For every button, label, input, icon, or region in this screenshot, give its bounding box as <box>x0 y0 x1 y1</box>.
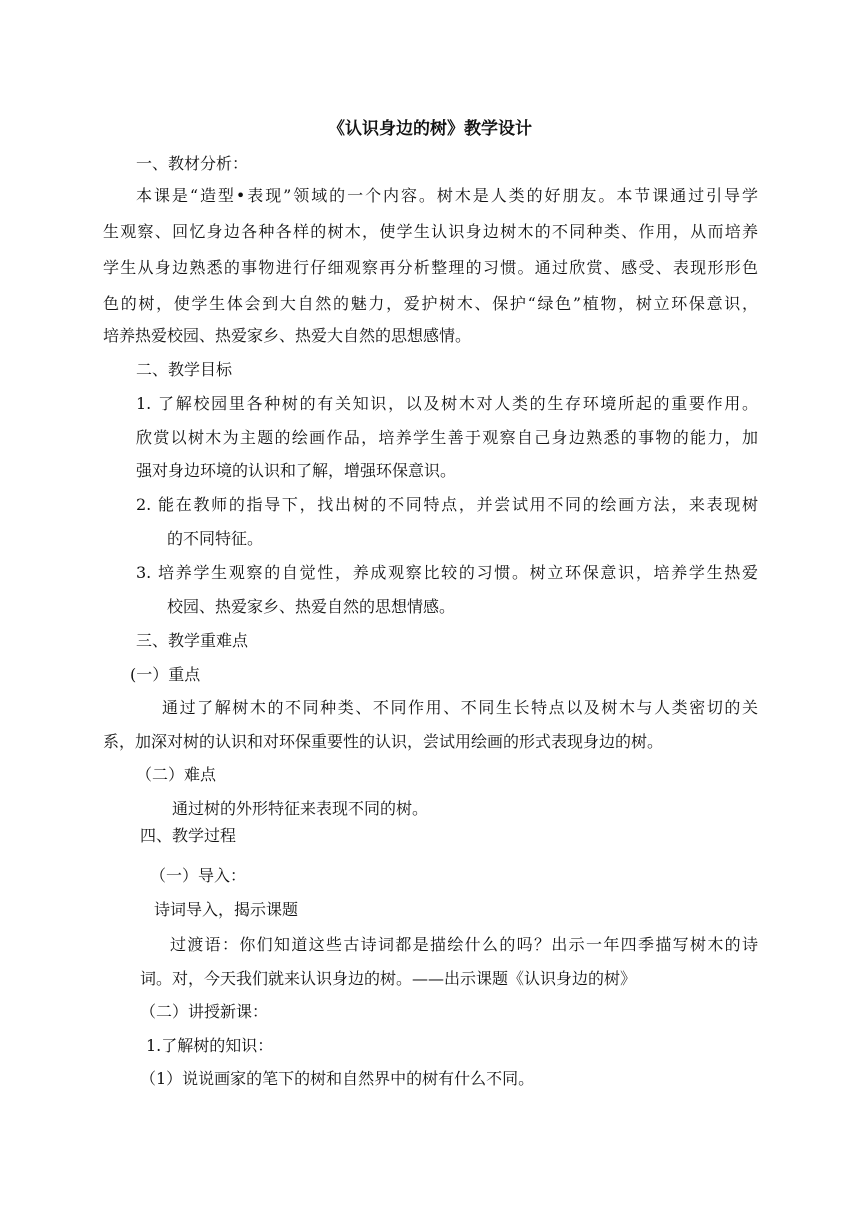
section-4-heading: 四、教学过程 <box>140 826 237 845</box>
paragraph-line: 生观察、回忆身边各种各样的树木，使学生认识身边树木的不同种类、作用，从而培养 <box>103 222 758 241</box>
paragraph-line: 通过了解树木的不同种类、不同作用、不同生长特点以及树木与人类密切的关 <box>162 698 758 717</box>
paragraph-line: 本课是“造型•表现”领域的一个内容。树木是人类的好朋友。本节课通过引导学 <box>136 186 758 205</box>
paragraph-line: 过渡语：你们知道这些古诗词都是描绘什么的吗？出示一年四季描写树木的诗 <box>170 935 758 954</box>
paragraph-line: 系，加深对树的认识和对环保重要性的认识，尝试用绘画的形式表现身边的树。 <box>103 732 664 751</box>
paragraph-line: 色的树，使学生体会到大自然的魅力，爱护树木、保护“绿色”植物，树立环保意识， <box>103 294 758 313</box>
goal-item-3-cont: 校园、热爱家乡、热爱自然的思想情感。 <box>167 597 456 616</box>
section-2-heading: 二、教学目标 <box>136 360 233 379</box>
goal-item-2: 2. 能在教师的指导下，找出树的不同特点，并尝试用不同的绘画方法，来表现树 <box>136 495 758 514</box>
paragraph-line: 词。对，今天我们就来认识身边的树。——出示课题《认识身边的树》 <box>140 969 637 988</box>
document-title: 《认识身边的树》教学设计 <box>328 119 532 139</box>
paragraph-line: 培养热爱校园、热爱家乡、热爱大自然的思想感情。 <box>103 326 472 345</box>
subsection-difficult-point: （二）难点 <box>136 765 217 784</box>
paragraph-line: 学生从身边熟悉的事物进行仔细观察再分析整理的习惯。通过欣赏、感受、表现形形色 <box>103 258 758 277</box>
section-3-heading: 三、教学重难点 <box>136 631 249 650</box>
list-item: 1.了解树的知识： <box>146 1036 274 1055</box>
goal-item-1-cont: 强对身边环境的认识和了解，增强环保意识。 <box>136 461 457 480</box>
section-1-heading: 一、教材分析： <box>136 154 249 173</box>
goal-item-1: 1. 了解校园里各种树的有关知识，以及树木对人类的生存环境所起的重要作用。 <box>136 394 758 413</box>
subsection-intro: （一）导入： <box>150 866 247 885</box>
goal-item-1-cont: 欣赏以树木为主题的绘画作品，培养学生善于观察自己身边熟悉的事物的能力，加 <box>136 428 758 447</box>
subsection-new-lesson: （二）讲授新课： <box>140 1002 269 1021</box>
goal-item-2-cont: 的不同特征。 <box>167 529 264 548</box>
paragraph-line: 诗词导入，揭示课题 <box>154 900 299 919</box>
list-item: （1）说说画家的笔下的树和自然界中的树有什么不同。 <box>140 1069 535 1088</box>
subsection-key-point: (一）重点 <box>130 665 201 684</box>
paragraph-line: 通过树的外形特征来表现不同的树。 <box>172 799 429 818</box>
goal-item-3: 3. 培养学生观察的自觉性，养成观察比较的习惯。树立环保意识，培养学生热爱 <box>136 563 758 582</box>
